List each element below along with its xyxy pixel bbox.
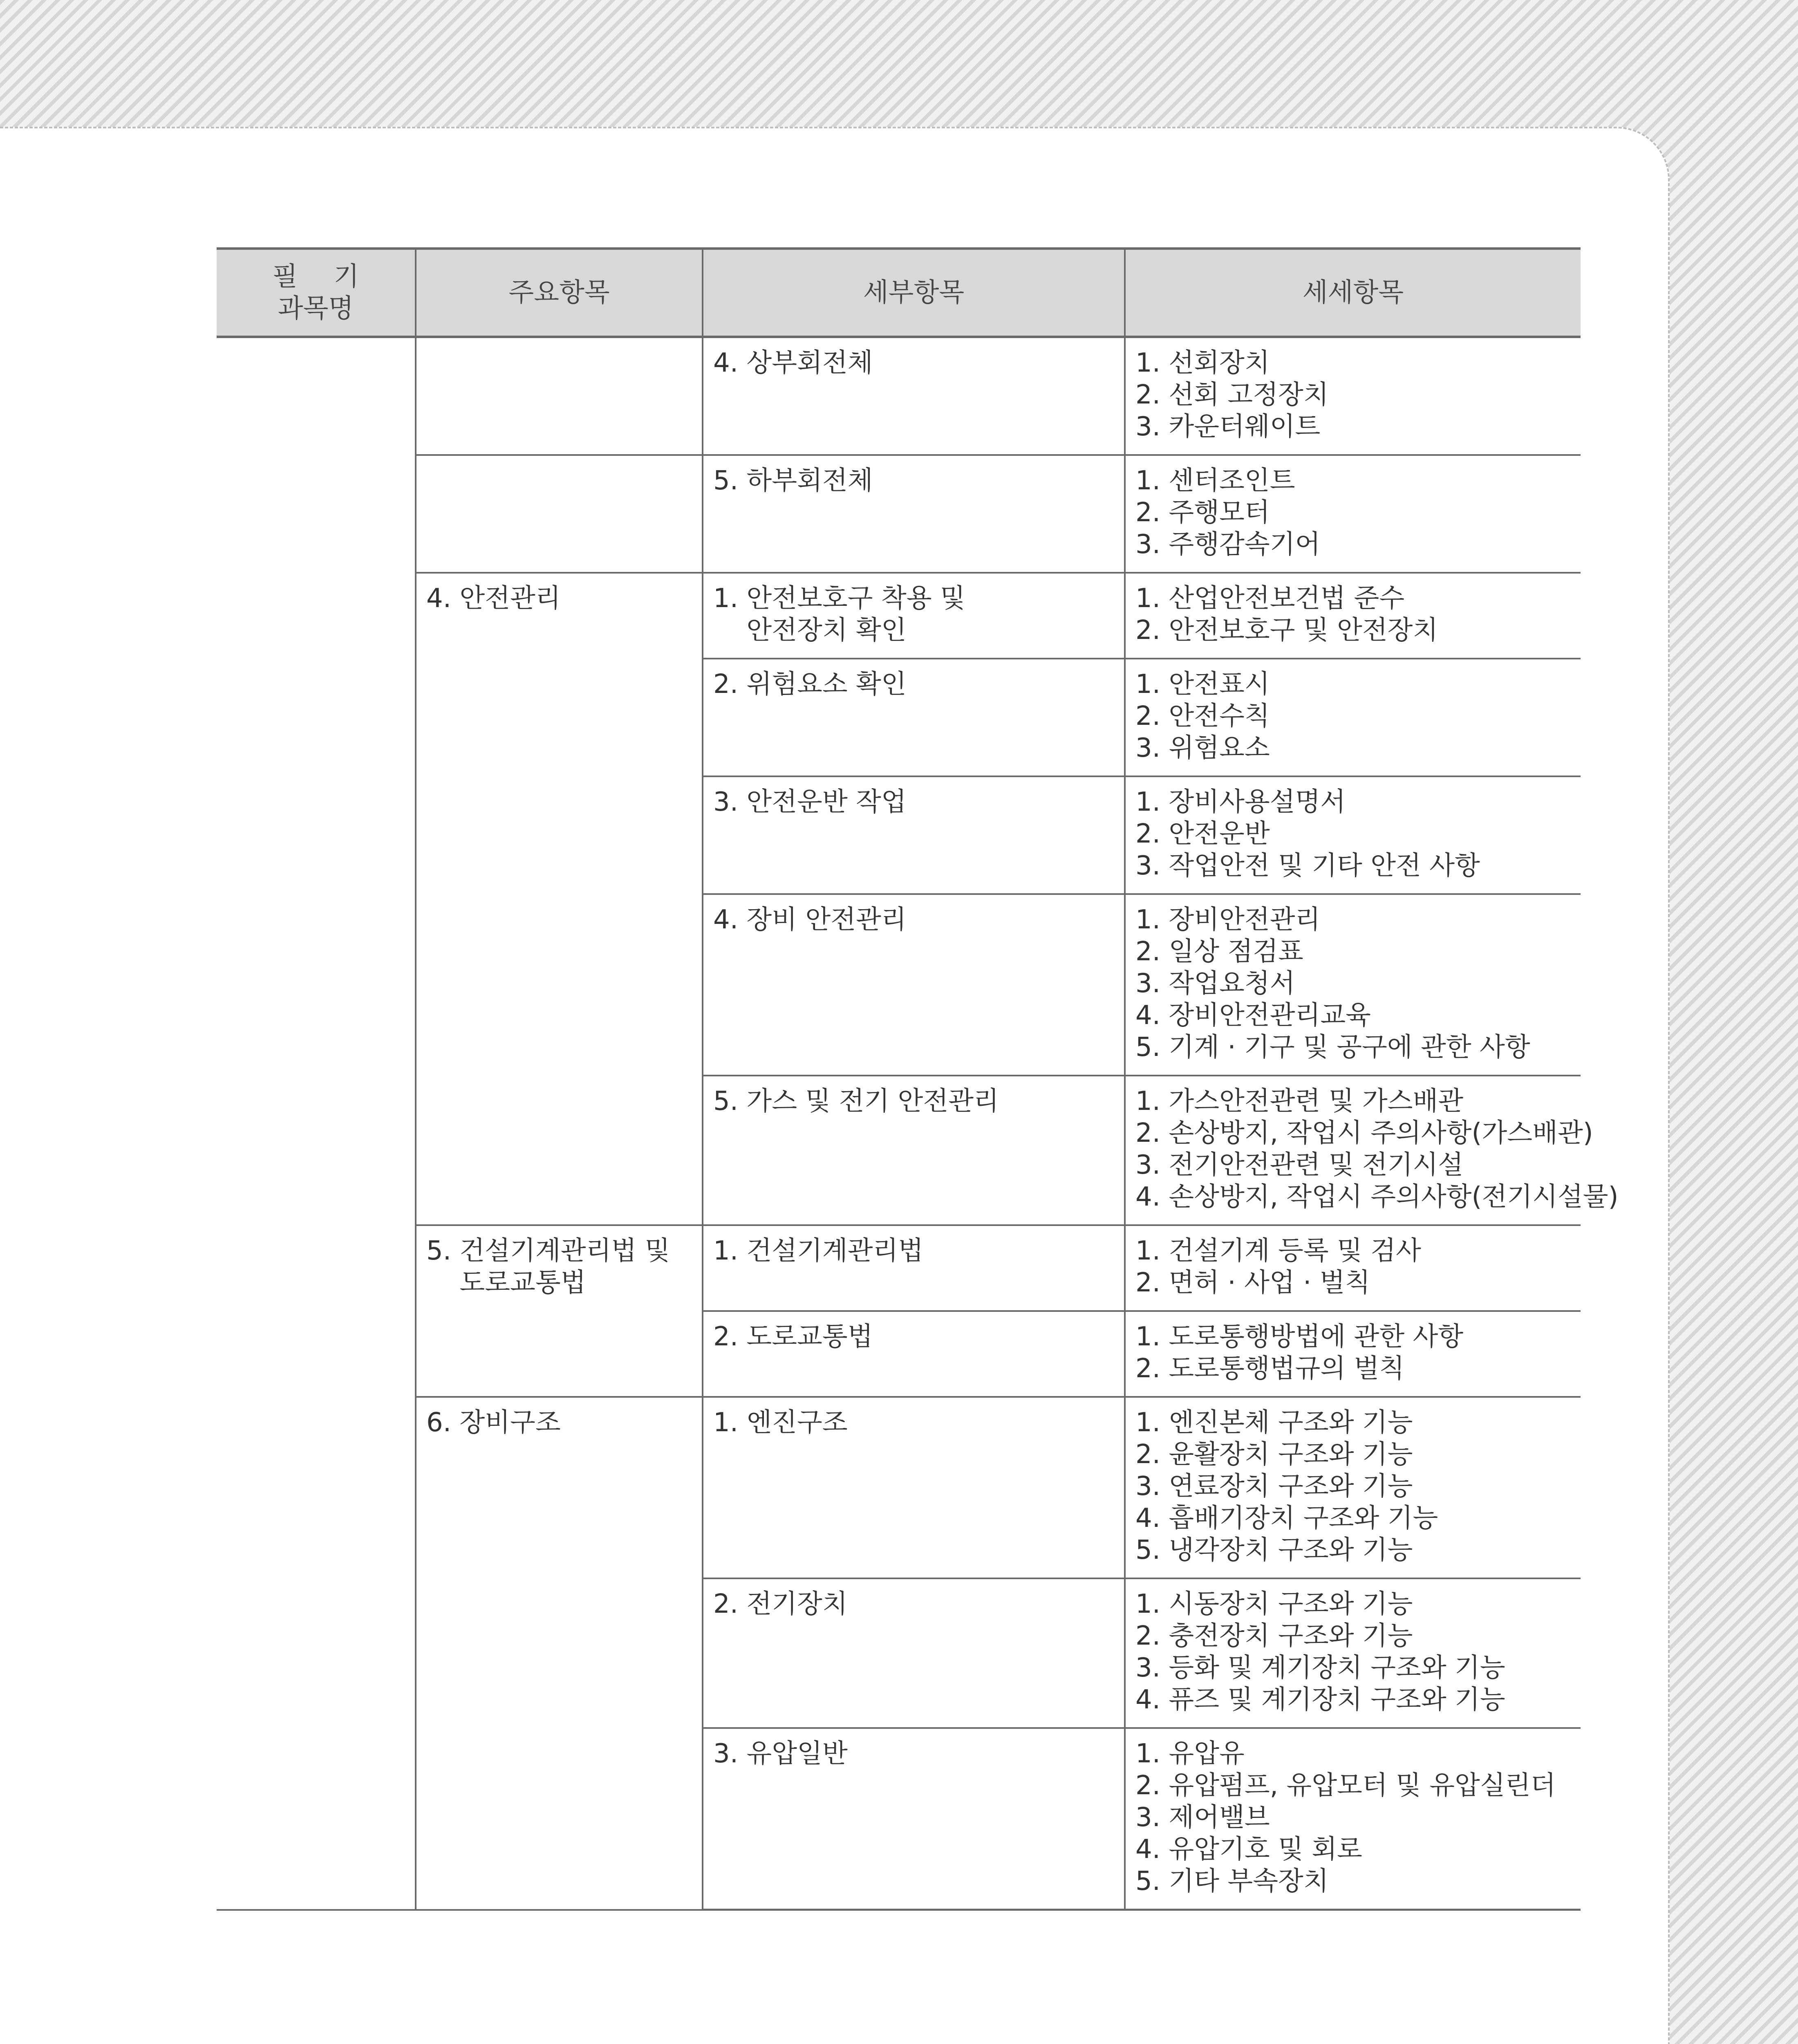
table-header-row [217,249,1581,337]
main-item-cell: 6. 장비구조 [416,1397,703,1910]
detail-item-cell: 1. 유압유 2. 유압펌프, 유압모터 및 유압실린더 3. 제어밸브 4. 유압기호 및 회로 5. 기타 부속장치 [1125,1728,1581,1910]
detail-item-cell: 1. 안전표시 2. 안전수칙 3. 위험요소 [1125,659,1581,776]
detail-item-cell: 1. 엔진본체 구조와 기능 2. 윤활장치 구조와 기능 3. 연료장치 구조와 기능 4. 흡배기장치 구조와 기능 5. 냉각장치 구조와 기능 [1125,1397,1581,1578]
sub-item-cell: 4. 장비 안전관리 [703,894,1125,1076]
header-subject [217,249,416,337]
sub-item-cell: 4. 상부회전체 [703,337,1125,455]
detail-item-cell: 1. 장비사용설명서 2. 안전운반 3. 작업안전 및 기타 안전 사항 [1125,776,1581,894]
detail-item-cell: 1. 장비안전관리 2. 일상 점검표 3. 작업요청서 4. 장비안전관리교육 5. 기계 · 기구 및 공구에 관한 사항 [1125,894,1581,1076]
table-row [217,337,1581,455]
table-row [217,1397,1581,1578]
detail-item-cell: 1. 건설기계 등록 및 검사 2. 면허 · 사업 · 벌칙 [1125,1225,1581,1311]
sub-item-cell: 2. 위험요소 확인 [703,659,1125,776]
detail-item-cell: 1. 산업안전보건법 준수 2. 안전보호구 및 안전장치 [1125,573,1581,659]
syllabus-table [217,247,1619,1911]
sub-item-cell: 3. 안전운반 작업 [703,776,1125,894]
header-main-item: 주요항목 [416,249,703,337]
header-detail-item: 세세항목 [1125,249,1581,337]
header-subject-line2: 과목명 [278,294,354,324]
sub-item-cell: 1. 안전보호구 착용 및 안전장치 확인 [703,573,1125,659]
table-row [217,455,1581,573]
table-row [217,573,1581,659]
sub-item-cell: 2. 전기장치 [703,1578,1125,1728]
sub-item-cell: 2. 도로교통법 [703,1311,1125,1397]
main-item-cell: 4. 안전관리 [416,573,703,1225]
detail-item-cell: 1. 가스안전관련 및 가스배관 2. 손상방지, 작업시 주의사항(가스배관) 3. 전기안전관련 및 전기시설 4. 손상방지, 작업시 주의사항(전기시설물) [1125,1076,1581,1225]
main-item-cell: 5. 건설기계관리법 및 도로교통법 [416,1225,703,1397]
table-row [217,1225,1581,1311]
main-item-cell [416,455,703,573]
sub-item-cell: 5. 가스 및 전기 안전관리 [703,1076,1125,1225]
detail-item-cell: 1. 도로통행방법에 관한 사항 2. 도로통행법규의 벌칙 [1125,1311,1581,1397]
header-sub-item: 세부항목 [703,249,1125,337]
sub-item-cell: 5. 하부회전체 [703,455,1125,573]
main-item-cell [416,337,703,455]
sub-item-cell: 1. 엔진구조 [703,1397,1125,1578]
sub-item-cell: 1. 건설기계관리법 [703,1225,1125,1311]
sub-item-cell: 3. 유압일반 [703,1728,1125,1910]
header-subject-line1: 필 기 [272,262,373,292]
detail-item-cell: 1. 선회장치 2. 선회 고정장치 3. 카운터웨이트 [1125,337,1581,455]
subject-cell [217,337,416,1910]
detail-item-cell: 1. 센터조인트 2. 주행모터 3. 주행감속기어 [1125,455,1581,573]
detail-item-cell: 1. 시동장치 구조와 기능 2. 충전장치 구조와 기능 3. 등화 및 계기장치 구조와 기능 4. 퓨즈 및 계기장치 구조와 기능 [1125,1578,1581,1728]
